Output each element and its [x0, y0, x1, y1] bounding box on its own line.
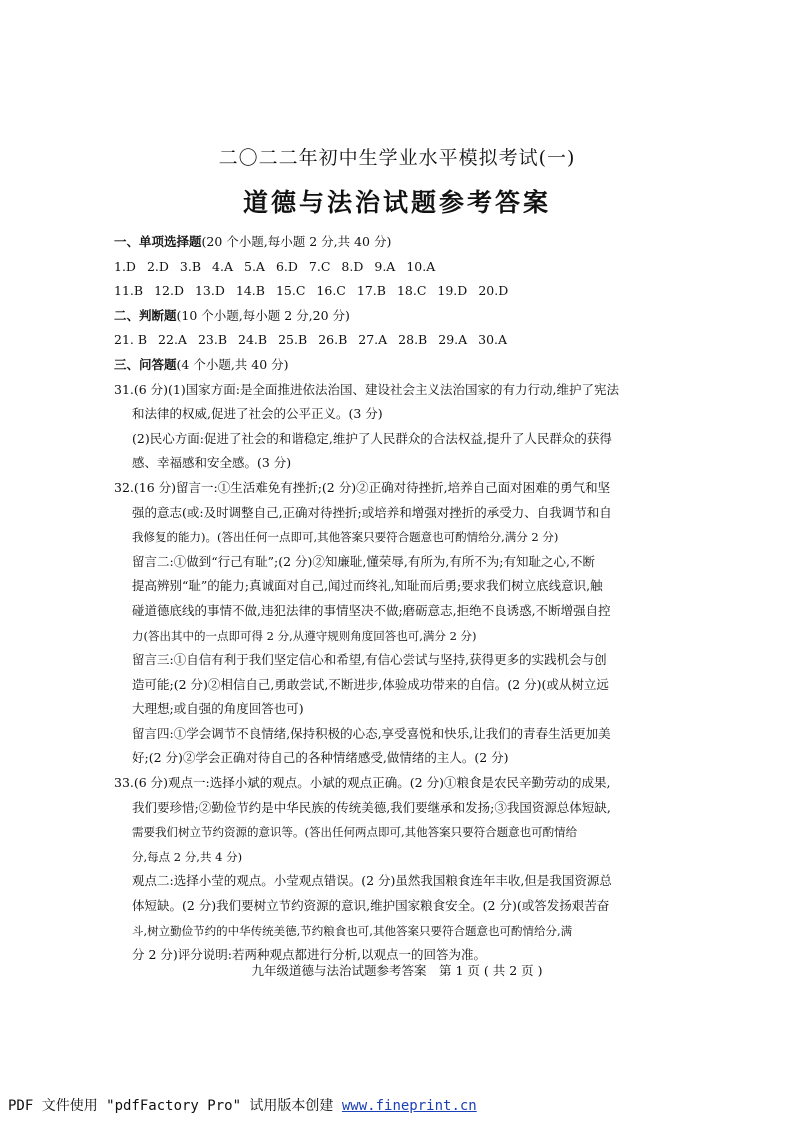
answer-line: 体短缺。(2 分)我们要树立节约资源的意识,维护国家粮食安全。(2 分)(或答发扬艰苦奋	[132, 898, 610, 914]
answer-row-2	[114, 279, 686, 304]
answer-item: 18.C	[396, 283, 427, 299]
pdf-note-text: PDF 文件使用 "pdfFactory Pro" 试用版本创建	[8, 1098, 342, 1114]
section-title: 二、判断题	[114, 307, 177, 323]
answer-item: 3.B	[179, 258, 202, 274]
answer-item: 4.A	[212, 258, 233, 274]
answer-item: 26.B	[318, 332, 348, 348]
answer-line: 大理想;或自强的角度回答也可)	[132, 701, 304, 717]
section-note: (4 个小题,共 40 分)	[176, 356, 289, 372]
answer-item: 27.A	[358, 332, 388, 348]
answer-line: 32.(16 分)留言一:①生活难免有挫折;(2 分)②正确对待挫折,培养自己面对困难的勇气和坚	[114, 479, 611, 495]
answer-line: 感、幸福感和安全感。(3 分)	[132, 455, 292, 471]
section-title: 三、问答题	[114, 356, 177, 372]
answer-content	[114, 230, 686, 968]
answer-line: 留言四:①学会调节不良情绪,保持积极的心态,享受喜悦和快乐,让我们的青春生活更加美	[132, 725, 611, 741]
section-heading-qa	[114, 353, 686, 378]
answer-line: 斗,树立勤俭节约的中华传统美德,节约粮食也可,其他答案只要符合题意也可酌情给分,满	[132, 923, 573, 938]
answer-item: 15.C	[275, 283, 306, 299]
answer-item: 20.D	[478, 283, 509, 299]
answer-item: 23.B	[197, 332, 228, 348]
page-footer: 九年级道德与法治试题参考答案 第 1 页 ( 共 2 页 )	[251, 963, 543, 978]
answer-item: 7.C	[308, 258, 331, 274]
answer-line: 分 2 分)评分说明:若两种观点都进行分析,以观点一的回答为准。	[132, 947, 486, 963]
answer-line: 我修复的能力)。(答出任何一点即可,其他答案只要符合题意也可酌情给分,满分 2 分)	[132, 530, 559, 545]
answer-line: (2)民心方面:促进了社会的和谐稳定,维护了人民群众的合法权益,提升了人民群众的获得	[132, 430, 612, 446]
fineprint-link[interactable]: www.fineprint.cn	[341, 1098, 477, 1114]
answer-item: 17.B	[356, 283, 386, 299]
section-heading-choice	[114, 230, 686, 255]
answer-item: 8.D	[341, 258, 364, 274]
answer-item: 22.A	[158, 332, 187, 348]
answer-line: 和法律的权威,促进了社会的公平正义。(3 分)	[132, 406, 383, 422]
answer-item: 21. B	[114, 332, 148, 348]
answer-item: 28.B	[398, 332, 428, 348]
answer-item: 14.B	[235, 283, 265, 299]
answer-line: 碰道德底线的事情不做,违犯法律的事情坚决不做;磨砺意志,拒绝不良诱惑,不断增强自控	[132, 602, 611, 618]
answer-line: 好;(2 分)②学会正确对待自己的各种情绪感受,做情绪的主人。(2 分)	[132, 750, 509, 766]
question-31	[114, 378, 686, 476]
section-title: 一、单项选择题	[114, 234, 202, 249]
answer-item: 2.D	[146, 258, 169, 274]
answer-line: 分,每点 2 分,共 4 分)	[132, 849, 243, 864]
answer-line: 我们要珍惜;②勤俭节约是中华民族的传统美德,我们要继承和发扬;③我国资源总体短缺,	[132, 799, 611, 815]
answer-line: 力(答出其中的一点即可得 2 分,从遵守规则角度回答也可,满分 2 分)	[132, 628, 477, 643]
answer-row-3	[114, 328, 686, 353]
answer-item: 5.A	[244, 258, 265, 274]
answer-item: 25.B	[278, 332, 308, 348]
section-note: (20 个小题,每小题 2 分,共 40 分)	[201, 234, 392, 249]
question-33	[114, 771, 686, 968]
section-heading-judge	[114, 304, 686, 329]
answer-item: 24.B	[238, 332, 268, 348]
answer-item: 6.D	[275, 258, 298, 274]
question-32	[114, 476, 686, 771]
answer-item: 30.A	[478, 332, 508, 348]
pdf-creator-note	[8, 1095, 477, 1115]
answer-item: 10.A	[406, 258, 436, 274]
answer-line: 需要我们树立节约资源的意识等。(答出任何两点即可,其他答案只要符合题意也可酌情给	[132, 825, 578, 840]
answer-line: 强的意志(或:及时调整自己,正确对待挫折;或培养和增强对挫折的承受力、自我调节和自	[132, 504, 612, 520]
main-title: 道德与法治试题参考答案	[242, 188, 551, 217]
answer-item: 29.A	[438, 332, 468, 348]
answer-line: 31.(6 分)(1)国家方面:是全面推进依法治国、建设社会主义法治国家的有力行动,维护了宪法	[114, 381, 619, 397]
answer-row-1	[114, 255, 686, 280]
answer-item: 12.D	[154, 283, 184, 299]
answer-item: 13.D	[194, 283, 225, 299]
answer-line: 造可能;(2 分)②相信自己,勇敢尝试,不断进步,体验成功带来的自信。(2 分)(或从树立远	[132, 676, 609, 692]
answer-line: 提高辨别“耻”的能力;真诚面对自己,闻过而终礼,知耻而后勇;要求我们树立底线意识,触	[132, 578, 603, 594]
answer-line: 留言二:①做到“行己有耻”;(2 分)②知廉耻,懂荣辱,有所为,有所不为;有知耻之心,不断	[132, 553, 595, 569]
answer-item: 16.C	[316, 283, 346, 299]
answer-line: 留言三:①自信有利于我们坚定信心和希望,有信心尝试与坚持,获得更多的实践机会与创	[132, 652, 607, 668]
answer-line: 观点二:选择小莹的观点。小莹观点错误。(2 分)虽然我国粮食连年丰收,但是我国资源总	[132, 873, 612, 889]
section-note: (10 个小题,每小题 2 分,20 分)	[176, 307, 350, 323]
answer-item: 11.B	[114, 283, 144, 299]
answer-line: 33.(6 分)观点一:选择小斌的观点。小斌的观点正确。(2 分)①粮食是农民辛勤劳动的成果,	[114, 775, 611, 791]
answer-item: 19.D	[437, 283, 468, 299]
answer-item: 1.D	[114, 258, 136, 274]
exam-title: 二〇二二年初中生学业水平模拟考试(一)	[218, 147, 576, 169]
answer-item: 9.A	[374, 258, 396, 274]
